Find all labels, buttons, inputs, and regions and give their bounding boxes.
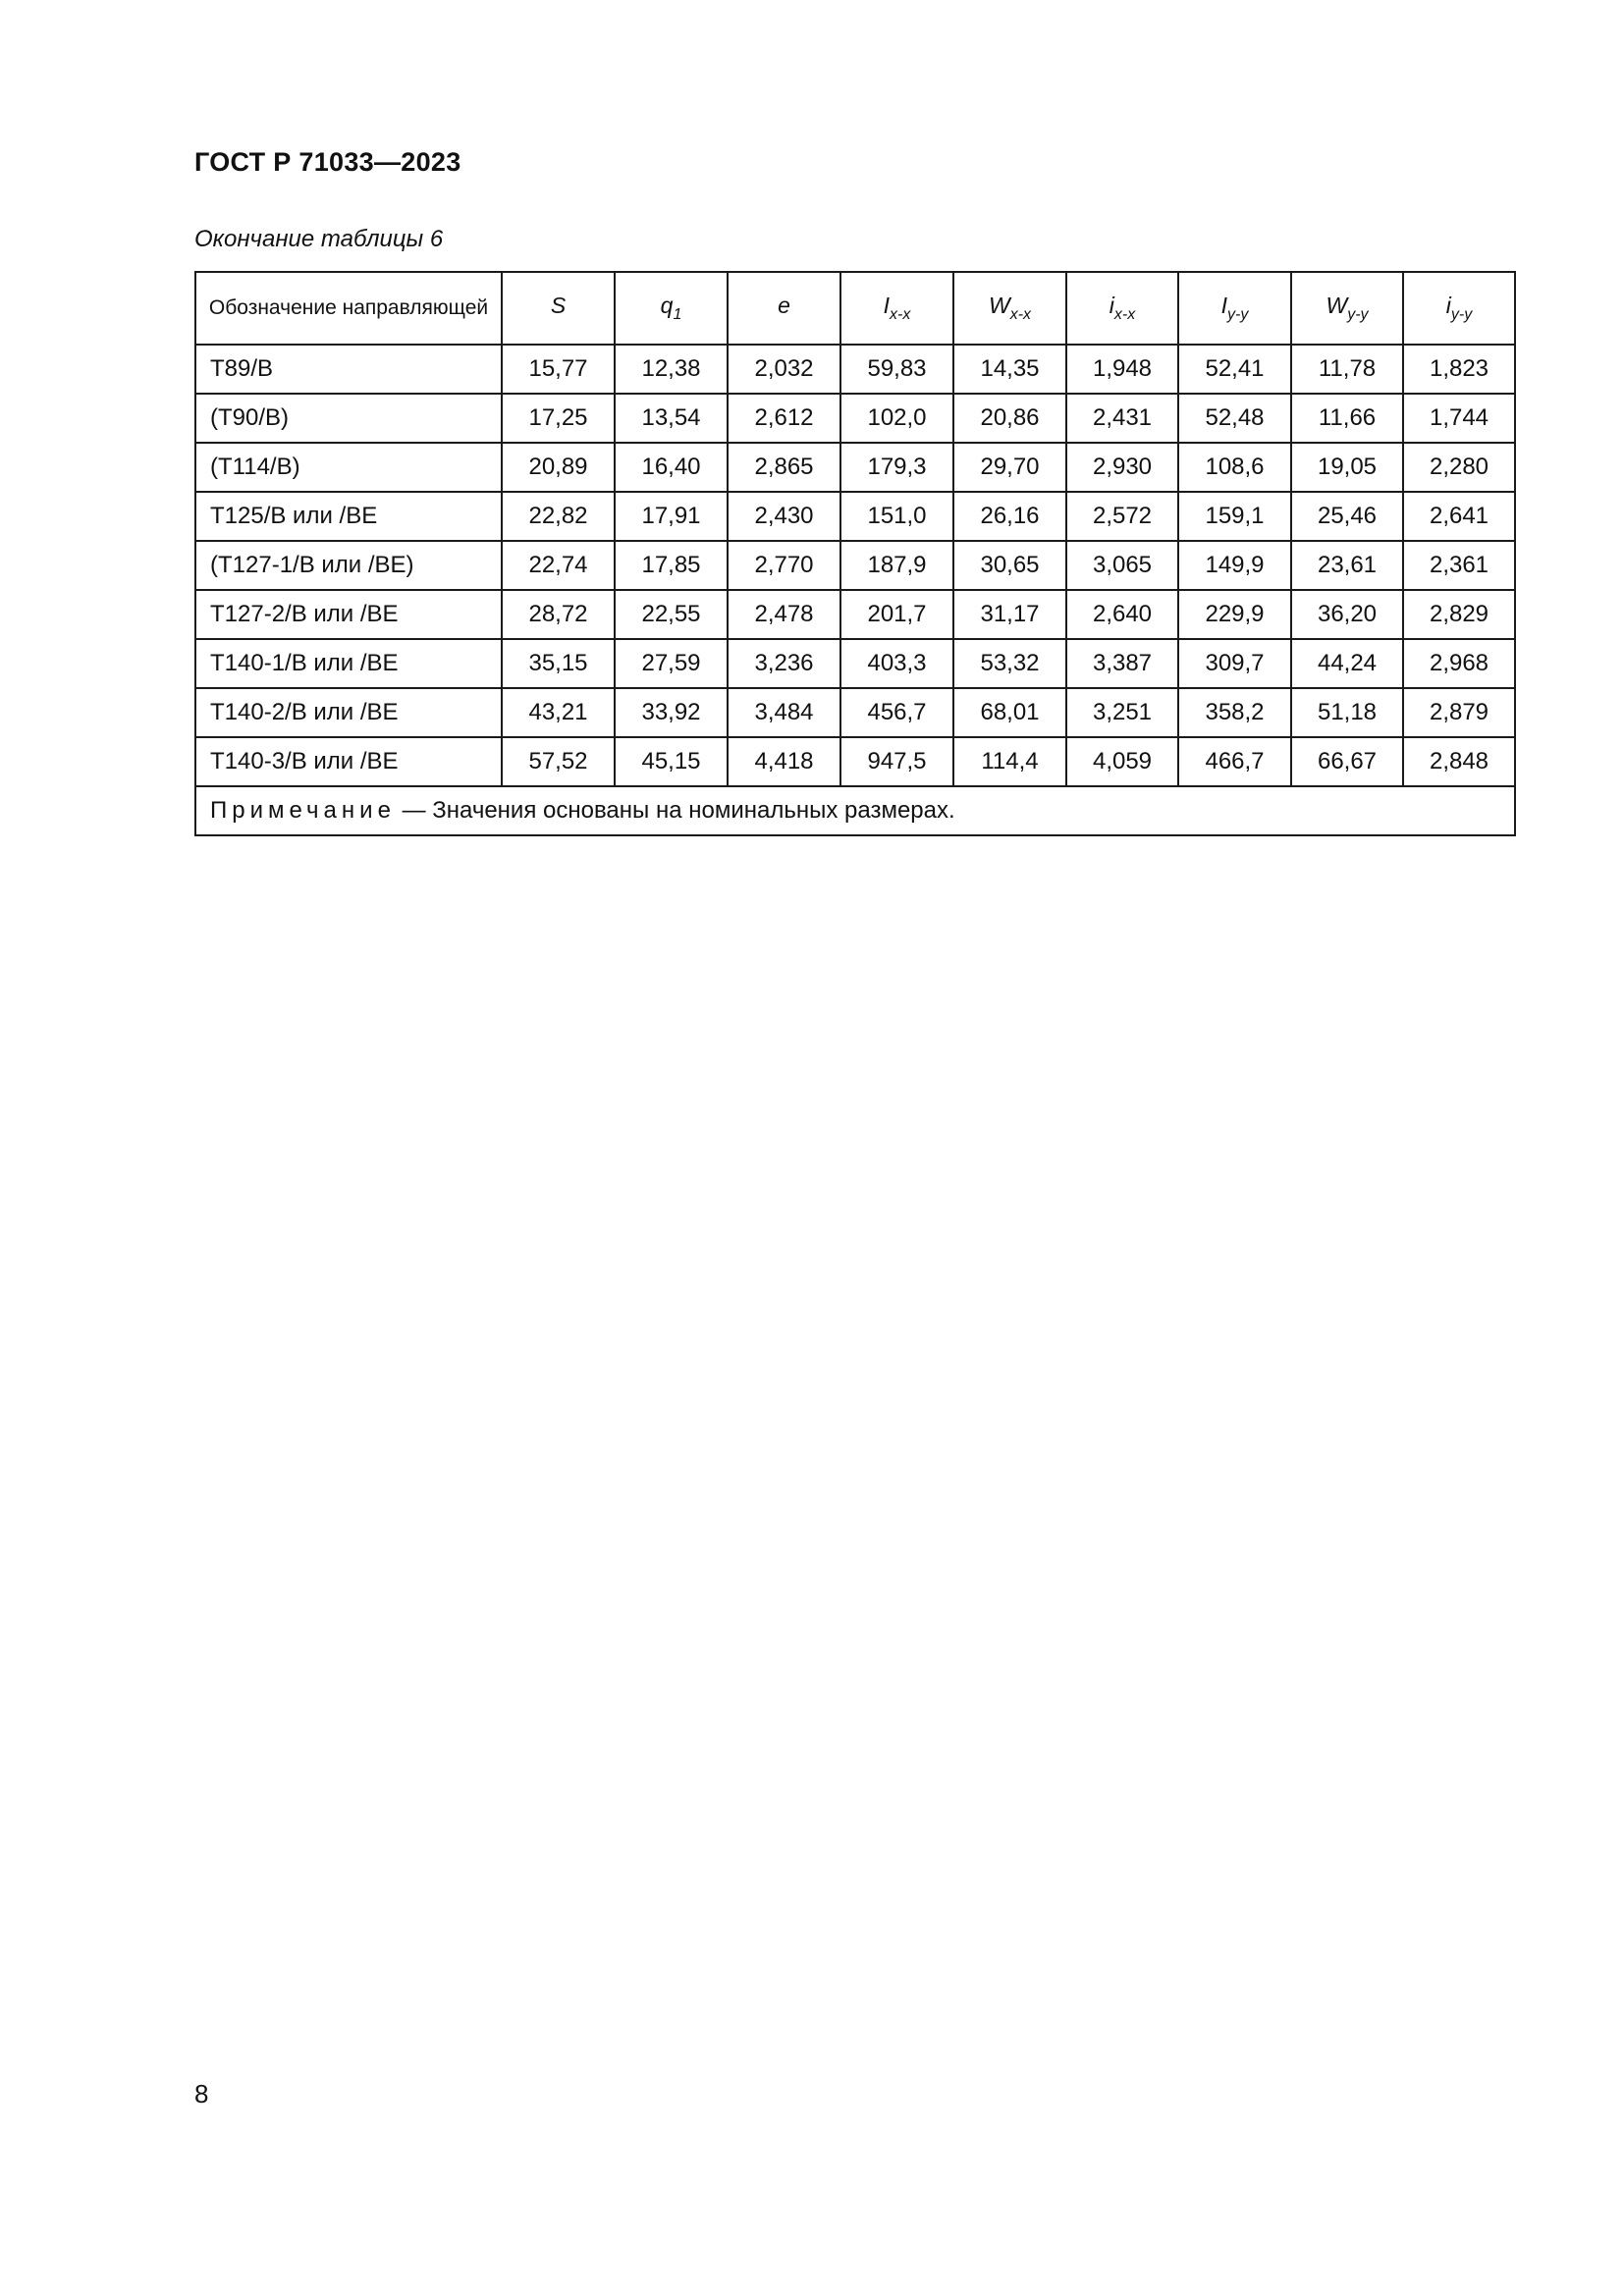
table-note-row bbox=[195, 786, 1515, 835]
value-cell: 36,20 bbox=[1291, 590, 1403, 639]
guide-designation-cell: T89/B bbox=[195, 345, 502, 394]
value-cell: 17,25 bbox=[502, 394, 615, 443]
value-cell: 33,92 bbox=[615, 688, 728, 737]
table-row bbox=[195, 443, 1515, 492]
guide-designation-cell: (T127-1/B или /BE) bbox=[195, 541, 502, 590]
value-cell: 151,0 bbox=[840, 492, 953, 541]
value-cell: 2,848 bbox=[1403, 737, 1515, 786]
value-cell: 149,9 bbox=[1178, 541, 1291, 590]
guide-designation-cell: T125/B или /BE bbox=[195, 492, 502, 541]
column-symbol: $i_{y-y}$ bbox=[1445, 293, 1473, 323]
column-symbol: $W_{x-x}$ bbox=[988, 293, 1032, 323]
column-header-label: Обозначение направляющей bbox=[208, 296, 489, 319]
value-cell: 30,65 bbox=[953, 541, 1066, 590]
note-text: — Значения основаны на номинальных размерах. bbox=[395, 797, 955, 824]
column-header bbox=[195, 272, 502, 345]
table-row bbox=[195, 688, 1515, 737]
value-cell: 403,3 bbox=[840, 639, 953, 688]
note-label: Примечание bbox=[210, 797, 396, 824]
column-symbol: $W_{y-y}$ bbox=[1326, 293, 1369, 323]
value-cell: 17,85 bbox=[615, 541, 728, 590]
column-symbol: $q_1$ bbox=[660, 293, 682, 323]
table-row bbox=[195, 590, 1515, 639]
column-header bbox=[1178, 272, 1291, 345]
value-cell: 4,059 bbox=[1066, 737, 1178, 786]
column-header bbox=[1403, 272, 1515, 345]
value-cell: 466,7 bbox=[1178, 737, 1291, 786]
value-cell: 2,612 bbox=[728, 394, 840, 443]
value-cell: 1,948 bbox=[1066, 345, 1178, 394]
value-cell: 229,9 bbox=[1178, 590, 1291, 639]
guide-designation-cell: (T90/B) bbox=[195, 394, 502, 443]
table-row bbox=[195, 394, 1515, 443]
table-row bbox=[195, 492, 1515, 541]
value-cell: 26,16 bbox=[953, 492, 1066, 541]
value-cell: 179,3 bbox=[840, 443, 953, 492]
value-cell: 27,59 bbox=[615, 639, 728, 688]
value-cell: 358,2 bbox=[1178, 688, 1291, 737]
table-row bbox=[195, 639, 1515, 688]
value-cell: 28,72 bbox=[502, 590, 615, 639]
value-cell: 3,484 bbox=[728, 688, 840, 737]
value-cell: 2,572 bbox=[1066, 492, 1178, 541]
value-cell: 3,236 bbox=[728, 639, 840, 688]
table-caption: Окончание таблицы 6 bbox=[194, 226, 444, 252]
value-cell: 2,879 bbox=[1403, 688, 1515, 737]
value-cell: 57,52 bbox=[502, 737, 615, 786]
value-cell: 2,930 bbox=[1066, 443, 1178, 492]
guide-designation-cell: T127-2/B или /BE bbox=[195, 590, 502, 639]
column-symbol: $I_{y-y}$ bbox=[1220, 293, 1249, 323]
table-note bbox=[195, 786, 1515, 835]
value-cell: 15,77 bbox=[502, 345, 615, 394]
guide-designation-cell: T140-1/B или /BE bbox=[195, 639, 502, 688]
document-id: ГОСТ Р 71033—2023 bbox=[194, 147, 461, 177]
value-cell: 51,18 bbox=[1291, 688, 1403, 737]
value-cell: 3,065 bbox=[1066, 541, 1178, 590]
value-cell: 2,770 bbox=[728, 541, 840, 590]
value-cell: 59,83 bbox=[840, 345, 953, 394]
value-cell: 35,15 bbox=[502, 639, 615, 688]
value-cell: 11,66 bbox=[1291, 394, 1403, 443]
guide-designation-cell: (T114/B) bbox=[195, 443, 502, 492]
value-cell: 309,7 bbox=[1178, 639, 1291, 688]
value-cell: 2,478 bbox=[728, 590, 840, 639]
column-header bbox=[1291, 272, 1403, 345]
table-row bbox=[195, 345, 1515, 394]
column-header bbox=[502, 272, 615, 345]
table-body bbox=[195, 345, 1515, 786]
value-cell: 13,54 bbox=[615, 394, 728, 443]
value-cell: 22,55 bbox=[615, 590, 728, 639]
table-header-row bbox=[195, 272, 1515, 345]
value-cell: 201,7 bbox=[840, 590, 953, 639]
value-cell: 2,640 bbox=[1066, 590, 1178, 639]
table-row bbox=[195, 737, 1515, 786]
value-cell: 1,744 bbox=[1403, 394, 1515, 443]
value-cell: 44,24 bbox=[1291, 639, 1403, 688]
value-cell: 22,74 bbox=[502, 541, 615, 590]
page-number: 8 bbox=[194, 2079, 209, 2109]
value-cell: 16,40 bbox=[615, 443, 728, 492]
value-cell: 22,82 bbox=[502, 492, 615, 541]
value-cell: 102,0 bbox=[840, 394, 953, 443]
value-cell: 11,78 bbox=[1291, 345, 1403, 394]
value-cell: 52,48 bbox=[1178, 394, 1291, 443]
column-symbol: S bbox=[550, 293, 567, 318]
value-cell: 114,4 bbox=[953, 737, 1066, 786]
value-cell: 2,280 bbox=[1403, 443, 1515, 492]
value-cell: 2,829 bbox=[1403, 590, 1515, 639]
value-cell: 1,823 bbox=[1403, 345, 1515, 394]
column-header bbox=[1066, 272, 1178, 345]
value-cell: 4,418 bbox=[728, 737, 840, 786]
value-cell: 3,387 bbox=[1066, 639, 1178, 688]
value-cell: 187,9 bbox=[840, 541, 953, 590]
value-cell: 2,361 bbox=[1403, 541, 1515, 590]
value-cell: 14,35 bbox=[953, 345, 1066, 394]
guide-designation-cell: T140-3/B или /BE bbox=[195, 737, 502, 786]
table-row bbox=[195, 541, 1515, 590]
column-symbol: e bbox=[778, 293, 790, 318]
value-cell: 68,01 bbox=[953, 688, 1066, 737]
value-cell: 31,17 bbox=[953, 590, 1066, 639]
column-header bbox=[728, 272, 840, 345]
value-cell: 2,032 bbox=[728, 345, 840, 394]
value-cell: 52,41 bbox=[1178, 345, 1291, 394]
value-cell: 456,7 bbox=[840, 688, 953, 737]
value-cell: 43,21 bbox=[502, 688, 615, 737]
value-cell: 17,91 bbox=[615, 492, 728, 541]
value-cell: 2,865 bbox=[728, 443, 840, 492]
value-cell: 53,32 bbox=[953, 639, 1066, 688]
value-cell: 3,251 bbox=[1066, 688, 1178, 737]
value-cell: 2,641 bbox=[1403, 492, 1515, 541]
value-cell: 19,05 bbox=[1291, 443, 1403, 492]
column-header bbox=[615, 272, 728, 345]
value-cell: 108,6 bbox=[1178, 443, 1291, 492]
value-cell: 20,86 bbox=[953, 394, 1066, 443]
value-cell: 2,968 bbox=[1403, 639, 1515, 688]
value-cell: 12,38 bbox=[615, 345, 728, 394]
value-cell: 159,1 bbox=[1178, 492, 1291, 541]
value-cell: 20,89 bbox=[502, 443, 615, 492]
value-cell: 29,70 bbox=[953, 443, 1066, 492]
value-cell: 25,46 bbox=[1291, 492, 1403, 541]
value-cell: 45,15 bbox=[615, 737, 728, 786]
column-symbol: $I_{x-x}$ bbox=[883, 293, 911, 323]
value-cell: 2,430 bbox=[728, 492, 840, 541]
data-table bbox=[194, 271, 1516, 836]
column-symbol: $i_{x-x}$ bbox=[1109, 293, 1136, 323]
column-header bbox=[953, 272, 1066, 345]
guide-designation-cell: T140-2/B или /BE bbox=[195, 688, 502, 737]
value-cell: 23,61 bbox=[1291, 541, 1403, 590]
value-cell: 66,67 bbox=[1291, 737, 1403, 786]
column-header bbox=[840, 272, 953, 345]
value-cell: 947,5 bbox=[840, 737, 953, 786]
value-cell: 2,431 bbox=[1066, 394, 1178, 443]
